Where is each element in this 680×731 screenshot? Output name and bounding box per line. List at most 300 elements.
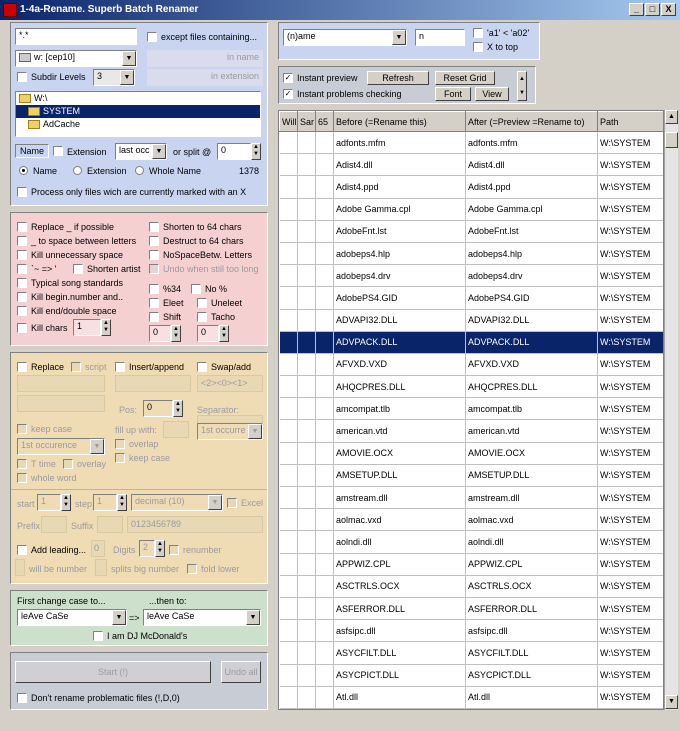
before-cell[interactable]: ASFERROR.DLL — [334, 597, 466, 619]
flag-cell[interactable] — [298, 353, 316, 375]
flag-cell[interactable] — [316, 575, 334, 597]
chevron-down-icon[interactable]: ▼ — [120, 70, 134, 85]
before-cell[interactable]: ASYCFILT.DLL — [334, 642, 466, 664]
flag-cell[interactable] — [298, 220, 316, 242]
pos-input[interactable]: 0 — [143, 400, 173, 417]
to-space-checkbox[interactable] — [17, 236, 27, 246]
path-cell[interactable]: W:\SYSTEM — [598, 531, 665, 553]
table-row[interactable] — [280, 442, 665, 464]
before-cell[interactable]: Atl.dll — [334, 686, 466, 708]
flag-cell[interactable] — [316, 287, 334, 309]
t-time-checkbox[interactable] — [17, 459, 27, 469]
flag-cell[interactable] — [280, 242, 298, 264]
path-cell[interactable]: W:\SYSTEM — [598, 287, 665, 309]
rename-mask-select[interactable]: (n)ame ▼ — [283, 29, 407, 46]
reset-grid-button[interactable]: Reset Grid — [435, 71, 495, 85]
flag-cell[interactable] — [298, 531, 316, 553]
path-cell[interactable]: W:\SYSTEM — [598, 154, 665, 176]
keep-case-checkbox[interactable] — [17, 424, 27, 434]
table-row[interactable] — [280, 553, 665, 575]
after-cell[interactable]: asfsipc.dll — [466, 620, 598, 642]
flag-cell[interactable] — [280, 553, 298, 575]
digits-spinner[interactable]: ▲ ▼ — [155, 540, 165, 557]
flag-cell[interactable] — [316, 154, 334, 176]
after-cell[interactable]: ADVAPI32.DLL — [466, 309, 598, 331]
chevron-down-icon[interactable]: ▼ — [112, 610, 126, 625]
flag-cell[interactable] — [298, 376, 316, 398]
table-row[interactable] — [280, 620, 665, 642]
tacho-value-input[interactable]: 0 — [197, 325, 219, 342]
instant-preview-checkbox[interactable]: ✓ — [284, 73, 292, 82]
chevron-down-icon[interactable]: ▼ — [246, 610, 260, 625]
flag-cell[interactable] — [298, 686, 316, 708]
subdir-levels-input[interactable]: 3 ▼ — [93, 69, 135, 86]
before-cell[interactable]: Adist4.dll — [334, 154, 466, 176]
before-cell[interactable]: APPWIZ.CPL — [334, 553, 466, 575]
before-cell[interactable]: ASYCPICT.DLL — [334, 664, 466, 686]
flag-cell[interactable] — [298, 309, 316, 331]
scroll-down-icon[interactable]: ▼ — [665, 695, 678, 709]
flag-cell[interactable] — [298, 398, 316, 420]
case-to-select[interactable]: leAve CaSe ▼ — [143, 609, 261, 626]
after-cell[interactable]: amstream.dll — [466, 487, 598, 509]
flag-cell[interactable] — [298, 287, 316, 309]
tacho-spinner[interactable]: ▲ ▼ — [219, 325, 229, 342]
path-cell[interactable]: W:\SYSTEM — [598, 220, 665, 242]
flag-cell[interactable] — [298, 442, 316, 464]
flag-cell[interactable] — [280, 220, 298, 242]
flag-cell[interactable] — [316, 464, 334, 486]
file-mask-input[interactable]: *.* — [15, 28, 137, 45]
path-cell[interactable]: W:\SYSTEM — [598, 331, 665, 353]
scroll-thumb[interactable] — [665, 132, 678, 148]
path-cell[interactable]: W:\SYSTEM — [598, 464, 665, 486]
path-cell[interactable]: W:\SYSTEM — [598, 309, 665, 331]
flag-cell[interactable] — [280, 376, 298, 398]
flag-cell[interactable] — [316, 553, 334, 575]
flag-cell[interactable] — [316, 398, 334, 420]
after-cell[interactable]: Adist4.ppd — [466, 176, 598, 198]
kill-chars-input[interactable]: 1 — [73, 319, 101, 336]
flag-cell[interactable] — [316, 620, 334, 642]
after-cell[interactable]: ASCTRLS.OCX — [466, 575, 598, 597]
table-row[interactable] — [280, 265, 665, 287]
kill-begin-checkbox[interactable] — [17, 292, 27, 302]
kill-end-checkbox[interactable] — [17, 306, 27, 316]
path-cell[interactable]: W:\SYSTEM — [598, 198, 665, 220]
digits-sample-input[interactable]: 0123456789 — [127, 516, 263, 533]
path-cell[interactable]: W:\SYSTEM — [598, 509, 665, 531]
radio-name[interactable] — [19, 166, 28, 175]
table-row[interactable] — [280, 420, 665, 442]
flag-cell[interactable] — [316, 597, 334, 619]
whole-word-checkbox[interactable] — [17, 473, 27, 483]
flag-cell[interactable] — [298, 331, 316, 353]
before-cell[interactable]: ADVAPI32.DLL — [334, 309, 466, 331]
case-from-select[interactable]: leAve CaSe ▼ — [17, 609, 127, 626]
table-row[interactable] — [280, 353, 665, 375]
table-row[interactable] — [280, 376, 665, 398]
before-cell[interactable]: amstream.dll — [334, 487, 466, 509]
table-row[interactable] — [280, 154, 665, 176]
column-header[interactable]: Will — [280, 112, 298, 132]
flag-cell[interactable] — [316, 176, 334, 198]
after-cell[interactable]: AdobeFnt.lst — [466, 220, 598, 242]
uneleet-checkbox[interactable] — [197, 298, 207, 308]
flag-cell[interactable] — [280, 309, 298, 331]
after-cell[interactable]: ASFERROR.DLL — [466, 597, 598, 619]
chevron-down-icon[interactable]: ▼ — [208, 495, 222, 510]
before-cell[interactable]: amcompat.tlb — [334, 398, 466, 420]
flag-cell[interactable] — [298, 597, 316, 619]
path-cell[interactable]: W:\SYSTEM — [598, 176, 665, 198]
occurrence2-select[interactable]: 1st occurre ▼ — [197, 423, 263, 440]
undo-all-button[interactable]: Undo all — [221, 661, 261, 683]
tree-item[interactable]: W:\ — [16, 92, 260, 105]
before-cell[interactable]: AdobePS4.GID — [334, 287, 466, 309]
table-row[interactable] — [280, 287, 665, 309]
table-row[interactable] — [280, 176, 665, 198]
table-row[interactable] — [280, 509, 665, 531]
instant-problems-checkbox[interactable]: ✓ — [284, 89, 292, 98]
flag-cell[interactable] — [316, 642, 334, 664]
step-spinner[interactable]: ▲ ▼ — [117, 494, 127, 511]
table-row[interactable] — [280, 664, 665, 686]
flag-cell[interactable] — [280, 464, 298, 486]
table-row[interactable] — [280, 309, 665, 331]
column-header[interactable]: Path — [598, 112, 665, 132]
x-to-top-checkbox[interactable] — [473, 42, 483, 52]
table-row[interactable] — [280, 487, 665, 509]
start-spinner[interactable]: ▲ ▼ — [61, 494, 71, 511]
table-row[interactable] — [280, 464, 665, 486]
flag-cell[interactable] — [280, 620, 298, 642]
kill-space-checkbox[interactable] — [17, 250, 27, 260]
step-input[interactable]: 1 — [93, 494, 117, 511]
scroll-up-icon[interactable]: ▲ — [665, 110, 678, 124]
flag-cell[interactable] — [280, 287, 298, 309]
splits-input[interactable] — [95, 559, 107, 576]
after-cell[interactable]: american.vtd — [466, 420, 598, 442]
view-spinner[interactable]: ▲ ▼ — [517, 71, 527, 101]
flag-cell[interactable] — [316, 686, 334, 708]
table-row[interactable] — [280, 242, 665, 264]
path-cell[interactable]: W:\SYSTEM — [598, 553, 665, 575]
in-name-input[interactable]: in name — [147, 50, 263, 67]
before-cell[interactable]: ASCTRLS.OCX — [334, 575, 466, 597]
table-row[interactable] — [280, 331, 665, 353]
before-cell[interactable]: Adobe Gamma.cpl — [334, 198, 466, 220]
mcdonald-checkbox[interactable] — [93, 631, 103, 641]
insert-text-input[interactable] — [115, 375, 191, 392]
after-cell[interactable]: ASYCFILT.DLL — [466, 642, 598, 664]
before-cell[interactable]: american.vtd — [334, 420, 466, 442]
view-button[interactable]: View — [475, 87, 509, 101]
path-cell[interactable]: W:\SYSTEM — [598, 597, 665, 619]
flag-cell[interactable] — [280, 331, 298, 353]
flag-cell[interactable] — [316, 265, 334, 287]
shorten64-checkbox[interactable] — [149, 222, 159, 232]
dont-rename-checkbox[interactable] — [17, 693, 27, 703]
maximize-button[interactable]: □ — [645, 3, 660, 16]
chevron-down-icon[interactable]: ▼ — [248, 424, 262, 439]
before-cell[interactable]: asfsipc.dll — [334, 620, 466, 642]
flag-cell[interactable] — [316, 509, 334, 531]
table-row[interactable] — [280, 686, 665, 708]
flag-cell[interactable] — [280, 686, 298, 708]
swap-pattern-input[interactable]: <2><0><1> — [197, 375, 263, 392]
after-cell[interactable]: adobeps4.hlp — [466, 242, 598, 264]
after-cell[interactable]: AMSETUP.DLL — [466, 464, 598, 486]
flag-cell[interactable] — [316, 132, 334, 154]
a1-sort-checkbox[interactable] — [473, 28, 483, 38]
path-cell[interactable]: W:\SYSTEM — [598, 376, 665, 398]
split-spinner[interactable]: ▲ ▼ — [251, 143, 261, 160]
path-cell[interactable]: W:\SYSTEM — [598, 265, 665, 287]
insert-append-checkbox[interactable] — [115, 362, 125, 372]
flag-cell[interactable] — [280, 265, 298, 287]
before-cell[interactable]: AMOVIE.OCX — [334, 442, 466, 464]
script-checkbox[interactable] — [71, 362, 81, 372]
flag-cell[interactable] — [298, 620, 316, 642]
path-cell[interactable]: W:\SYSTEM — [598, 686, 665, 708]
flag-cell[interactable] — [280, 154, 298, 176]
extension-checkbox[interactable] — [53, 146, 63, 156]
before-cell[interactable]: AHQCPRES.DLL — [334, 376, 466, 398]
flag-cell[interactable] — [298, 265, 316, 287]
path-cell[interactable]: W:\SYSTEM — [598, 420, 665, 442]
fold-lower-checkbox[interactable] — [187, 564, 197, 574]
replace-checkbox[interactable] — [17, 362, 27, 372]
suffix-input[interactable] — [97, 516, 123, 533]
column-header[interactable]: Sar — [298, 112, 316, 132]
flag-cell[interactable] — [280, 664, 298, 686]
replace-with-input[interactable] — [17, 395, 105, 412]
before-cell[interactable]: AFVXD.VXD — [334, 353, 466, 375]
path-cell[interactable]: W:\SYSTEM — [598, 242, 665, 264]
flag-cell[interactable] — [298, 664, 316, 686]
shift-value-input[interactable]: 0 — [149, 325, 171, 342]
after-cell[interactable]: Adist4.dll — [466, 154, 598, 176]
flag-cell[interactable] — [316, 376, 334, 398]
pos-spinner[interactable]: ▲ ▼ — [173, 400, 183, 417]
shift-spinner[interactable]: ▲ ▼ — [171, 325, 181, 342]
column-header[interactable]: 65 — [316, 112, 334, 132]
before-cell[interactable]: AMSETUP.DLL — [334, 464, 466, 486]
flag-cell[interactable] — [298, 575, 316, 597]
tilde-checkbox[interactable] — [17, 264, 27, 274]
typical-song-checkbox[interactable] — [17, 278, 27, 288]
shift-checkbox[interactable] — [149, 312, 159, 322]
flag-cell[interactable] — [280, 132, 298, 154]
replace-underscore-checkbox[interactable] — [17, 222, 27, 232]
before-cell[interactable]: adobeps4.hlp — [334, 242, 466, 264]
in-extension-input[interactable]: in extension — [147, 69, 263, 86]
flag-cell[interactable] — [280, 531, 298, 553]
before-cell[interactable]: adfonts.mfm — [334, 132, 466, 154]
before-cell[interactable]: Adist4.ppd — [334, 176, 466, 198]
occurrence-select[interactable]: last occ ▼ — [115, 143, 167, 160]
after-cell[interactable]: AFVXD.VXD — [466, 353, 598, 375]
after-cell[interactable]: adobeps4.drv — [466, 265, 598, 287]
after-cell[interactable]: ASYCPICT.DLL — [466, 664, 598, 686]
tacho-checkbox[interactable] — [197, 312, 207, 322]
chevron-down-icon[interactable]: ▼ — [152, 144, 166, 159]
flag-cell[interactable] — [280, 509, 298, 531]
leading-char-input[interactable]: 0 — [91, 540, 105, 557]
flag-cell[interactable] — [298, 553, 316, 575]
flag-cell[interactable] — [298, 487, 316, 509]
before-cell[interactable]: adobeps4.drv — [334, 265, 466, 287]
replace-find-input[interactable] — [17, 375, 105, 392]
digits-input[interactable]: 2 — [139, 540, 155, 557]
table-row[interactable] — [280, 531, 665, 553]
flag-cell[interactable] — [280, 597, 298, 619]
after-cell[interactable]: aolndi.dll — [466, 531, 598, 553]
flag-cell[interactable] — [298, 132, 316, 154]
before-cell[interactable]: aolmac.vxd — [334, 509, 466, 531]
flag-cell[interactable] — [280, 198, 298, 220]
kill-chars-checkbox[interactable] — [17, 323, 27, 333]
flag-cell[interactable] — [280, 487, 298, 509]
table-row[interactable] — [280, 198, 665, 220]
prefix-input[interactable] — [41, 516, 67, 533]
keep-case2-checkbox[interactable] — [115, 453, 125, 463]
table-row[interactable] — [280, 132, 665, 154]
overlay-checkbox[interactable] — [63, 459, 73, 469]
flag-cell[interactable] — [316, 242, 334, 264]
will-be-input[interactable] — [15, 559, 25, 576]
font-button[interactable]: Font — [435, 87, 471, 101]
chevron-down-icon[interactable]: ▼ — [122, 51, 136, 66]
after-cell[interactable]: AdobePS4.GID — [466, 287, 598, 309]
minimize-button[interactable]: _ — [629, 3, 644, 16]
kill-chars-spinner[interactable]: ▲ ▼ — [101, 319, 111, 336]
process-marked-checkbox[interactable] — [17, 187, 27, 197]
table-row[interactable] — [280, 220, 665, 242]
table-row[interactable] — [280, 642, 665, 664]
undo-long-checkbox[interactable] — [149, 264, 159, 274]
flag-cell[interactable] — [280, 575, 298, 597]
flag-cell[interactable] — [316, 331, 334, 353]
flag-cell[interactable] — [316, 531, 334, 553]
flag-cell[interactable] — [298, 154, 316, 176]
add-leading-checkbox[interactable] — [17, 545, 27, 555]
column-header[interactable]: After (=Preview =Rename to) — [466, 112, 598, 132]
flag-cell[interactable] — [280, 398, 298, 420]
fill-up-input[interactable] — [163, 421, 189, 438]
drive-select[interactable]: w: [cep10] ▼ — [15, 50, 137, 67]
path-cell[interactable]: W:\SYSTEM — [598, 575, 665, 597]
path-cell[interactable]: W:\SYSTEM — [598, 487, 665, 509]
after-cell[interactable]: amcompat.tlb — [466, 398, 598, 420]
flag-cell[interactable] — [298, 242, 316, 264]
name-toggle-button[interactable]: Name — [15, 144, 49, 158]
tree-item[interactable]: AdCache — [16, 118, 260, 131]
table-row[interactable] — [280, 597, 665, 619]
flag-cell[interactable] — [316, 664, 334, 686]
flag-cell[interactable] — [298, 642, 316, 664]
path-cell[interactable]: W:\SYSTEM — [598, 620, 665, 642]
flag-cell[interactable] — [316, 487, 334, 509]
before-cell[interactable]: aolndi.dll — [334, 531, 466, 553]
after-cell[interactable]: adfonts.mfm — [466, 132, 598, 154]
swap-add-checkbox[interactable] — [197, 362, 207, 372]
path-cell[interactable]: W:\SYSTEM — [598, 398, 665, 420]
occurrence-select[interactable]: 1st occurence ▼ — [17, 438, 105, 455]
flag-cell[interactable] — [316, 442, 334, 464]
before-cell[interactable]: AdobeFnt.lst — [334, 220, 466, 242]
flag-cell[interactable] — [316, 220, 334, 242]
after-cell[interactable]: aolmac.vxd — [466, 509, 598, 531]
flag-cell[interactable] — [316, 353, 334, 375]
chevron-down-icon[interactable]: ▼ — [90, 439, 104, 454]
close-button[interactable]: X — [661, 3, 676, 16]
no-pct-checkbox[interactable] — [191, 284, 201, 294]
after-cell[interactable]: Atl.dll — [466, 686, 598, 708]
flag-cell[interactable] — [280, 176, 298, 198]
start-button[interactable]: Start (!) — [15, 661, 211, 683]
before-cell[interactable]: ADVPACK.DLL — [334, 331, 466, 353]
flag-cell[interactable] — [316, 198, 334, 220]
flag-cell[interactable] — [280, 353, 298, 375]
destruct64-checkbox[interactable] — [149, 236, 159, 246]
path-cell[interactable]: W:\SYSTEM — [598, 642, 665, 664]
after-cell[interactable]: ADVPACK.DLL — [466, 331, 598, 353]
path-cell[interactable]: W:\SYSTEM — [598, 664, 665, 686]
start-input[interactable]: 1 — [37, 494, 61, 511]
refresh-button[interactable]: Refresh — [367, 71, 429, 85]
after-cell[interactable]: APPWIZ.CPL — [466, 553, 598, 575]
split-input[interactable]: 0 — [217, 143, 251, 160]
pct34-checkbox[interactable] — [149, 284, 159, 294]
tree-item-selected[interactable]: SYSTEM — [16, 105, 260, 118]
radio-extension[interactable] — [73, 166, 82, 175]
flag-cell[interactable] — [316, 309, 334, 331]
table-row[interactable] — [280, 398, 665, 420]
shorten-artist-checkbox[interactable] — [73, 264, 83, 274]
excel-checkbox[interactable] — [227, 498, 237, 508]
flag-cell[interactable] — [298, 509, 316, 531]
grid-scrollbar[interactable] — [664, 110, 678, 710]
flag-cell[interactable] — [298, 464, 316, 486]
chevron-down-icon[interactable]: ▼ — [392, 30, 406, 45]
path-cell[interactable]: W:\SYSTEM — [598, 132, 665, 154]
table-row[interactable] — [280, 575, 665, 597]
flag-cell[interactable] — [280, 442, 298, 464]
after-cell[interactable]: Adobe Gamma.cpl — [466, 198, 598, 220]
subdir-checkbox[interactable] — [17, 72, 27, 82]
flag-cell[interactable] — [298, 176, 316, 198]
except-files-checkbox[interactable] — [147, 32, 157, 42]
flag-cell[interactable] — [316, 420, 334, 442]
number-base-select[interactable]: decimal (10) ▼ — [131, 494, 223, 511]
flag-cell[interactable] — [298, 420, 316, 442]
path-cell[interactable]: W:\SYSTEM — [598, 442, 665, 464]
flag-cell[interactable] — [280, 642, 298, 664]
eleet-checkbox[interactable] — [149, 298, 159, 308]
folder-tree[interactable] — [15, 91, 261, 137]
radio-whole-name[interactable] — [135, 166, 144, 175]
nospace-checkbox[interactable] — [149, 250, 159, 260]
path-cell[interactable]: W:\SYSTEM — [598, 353, 665, 375]
after-cell[interactable]: AMOVIE.OCX — [466, 442, 598, 464]
file-grid[interactable] — [278, 110, 664, 710]
flag-cell[interactable] — [298, 198, 316, 220]
renumber-checkbox[interactable] — [169, 545, 179, 555]
ext-mask-input[interactable]: n — [415, 29, 465, 46]
overlap-checkbox[interactable] — [115, 439, 125, 449]
